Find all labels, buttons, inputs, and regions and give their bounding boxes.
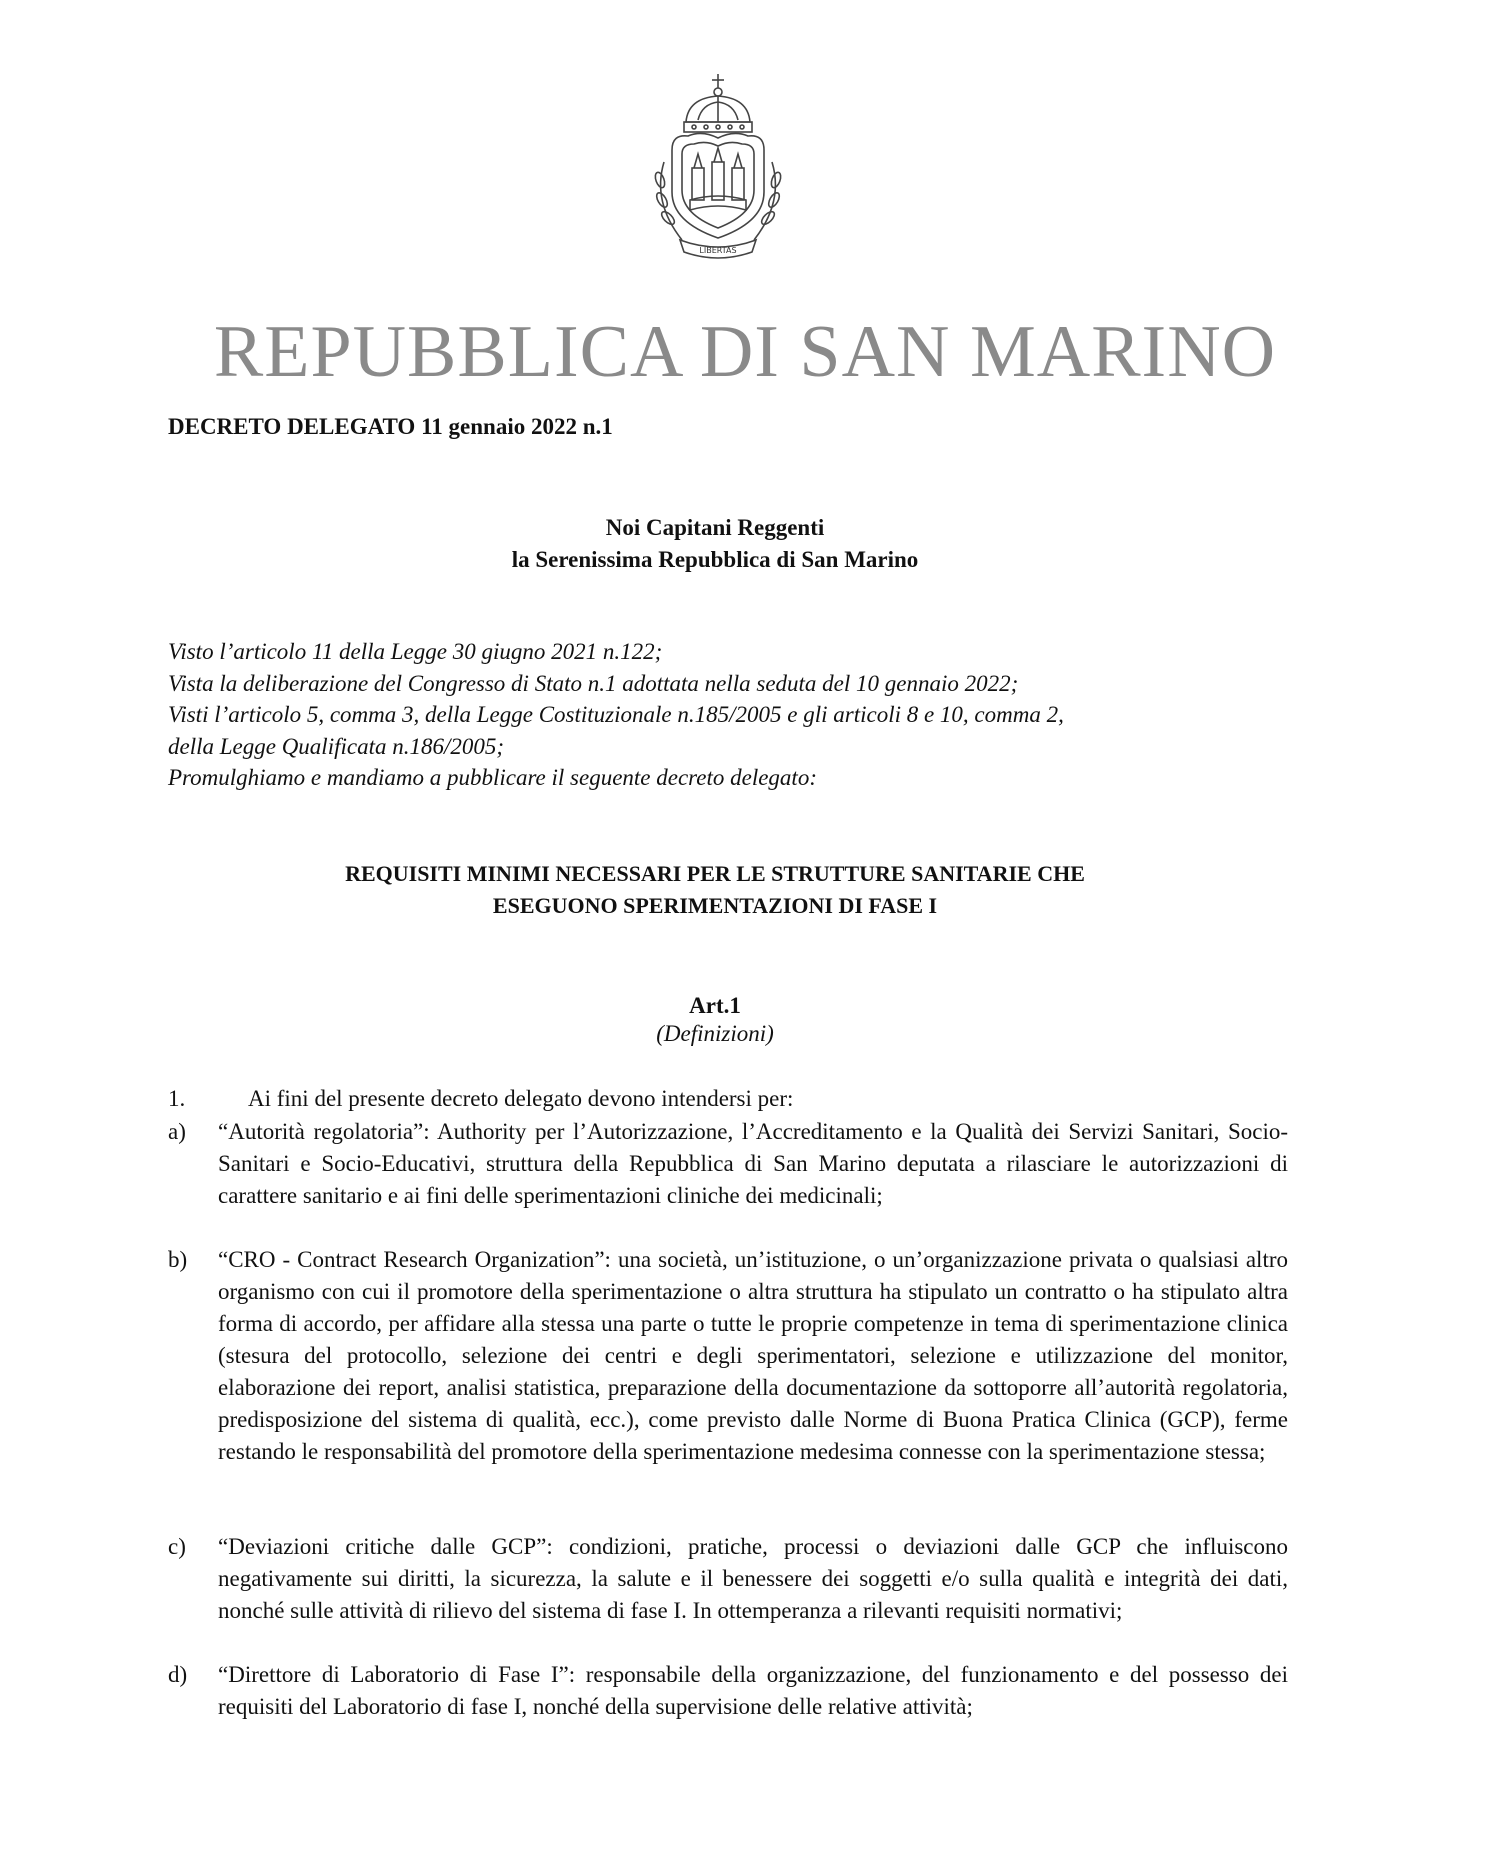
- definition-item: [168, 1116, 1288, 1212]
- preamble-line: Vista la deliberazione del Congresso di Stato n.1 adottata nella seduta del 10 gennaio 2022;: [168, 670, 1019, 696]
- republic-heading: REPUBBLICA DI SAN MARINO: [213, 311, 1277, 393]
- definition-item: [168, 1244, 1288, 1468]
- definition-item: [168, 1659, 1288, 1723]
- decree-title: [0, 858, 1430, 922]
- coat-of-arms-emblem: [642, 72, 794, 262]
- preamble-line: Visto l’articolo 11 della Legge 30 giugno 2021 n.122;: [168, 639, 663, 664]
- definition-text: “Autorità regolatoria”: Authority per l’Autorizzazione, l’Accreditamento e la Qualità dei Servizi Sanitari, Socio-Sanitari e Socio-Educativi, struttura della Repubblica di San Marino deputata a rilasciare le autorizzazioni di carattere sanitario e ai fini delle sperimentazioni cliniche dei medicinali;: [218, 1119, 1288, 1208]
- preamble-line: Visti l’articolo 5, comma 3, della Legge Costituzionale n.185/2005 e gli articoli 8 e 10, comma 2,: [168, 702, 1064, 727]
- decree-title-line-2: ESEGUONO SPERIMENTAZIONI DI FASE I: [492, 893, 938, 918]
- decree-identifier: DECRETO DELEGATO 11 gennaio 2022 n.1: [168, 414, 613, 439]
- emblem-motto: LIBERTAS: [699, 246, 737, 255]
- preamble-line: Promulghiamo e mandiamo a pubblicare il seguente decreto delegato:: [168, 765, 817, 790]
- definition-label: c): [168, 1534, 186, 1559]
- regents-line-1: Noi Capitani Reggenti: [605, 515, 825, 540]
- definition-text: “Deviazioni critiche dalle GCP”: condizioni, pratiche, processi o deviazioni dalle GCP che influiscono negativamente sui diritti, la sicurezza, la salute e il benessere dei soggetti e/o sulla qualità e integrità dei dati, nonché sulle attività di rilievo del sistema di fase I. In ottemperanza a rilevanti requisiti normativi;: [218, 1534, 1288, 1623]
- preamble: [168, 636, 1288, 794]
- definition-label: d): [168, 1662, 188, 1687]
- article-number: Art.1: [689, 993, 741, 1018]
- definition-text: “Direttore di Laboratorio di Fase I”: responsabile della organizzazione, del funzionamento e del possesso dei requisiti del Laboratorio di fase I, nonché della supervisione delle relative attività;: [218, 1662, 1288, 1719]
- regents-line-2: la Serenissima Repubblica di San Marino: [511, 547, 919, 572]
- paragraph-number: 1.: [168, 1086, 186, 1111]
- paragraph-text: Ai fini del presente decreto delegato devono intendersi per:: [248, 1086, 794, 1111]
- decree-title-line-1: REQUISITI MINIMI NECESSARI PER LE STRUTTURE SANITARIE CHE: [345, 861, 1085, 886]
- definition-label: a): [168, 1119, 186, 1144]
- definition-item: [168, 1531, 1288, 1627]
- preamble-line: della Legge Qualificata n.186/2005;: [168, 733, 505, 759]
- definition-label: b): [168, 1247, 188, 1272]
- article-subtitle: (Definizioni): [656, 1021, 774, 1046]
- definition-text: “CRO - Contract Research Organization”: una società, un’istituzione, o un’organizzazione privata o qualsiasi altro organismo con cui il promotore della sperimentazione o altra struttura ha stipulato un contratto o ha stipulato altra forma di accordo, per affidare alla stessa una parte o tutte le proprie competenze in tema di sperimentazione clinica (stesura del protocollo, selezione dei centri e degli sperimentatori, selezione e utilizzazione del monitor, elaborazione dei report, analisi statistica, preparazione della documentazione da sottoporre all’autorità regolatoria, predisposizione del sistema di qualità, ecc.), come previsto dalle Norme di Buona Pratica Clinica (GCP), ferme restando le responsabilità del promotore della sperimentazione medesima connesse con la sperimentazione stessa;: [218, 1247, 1288, 1464]
